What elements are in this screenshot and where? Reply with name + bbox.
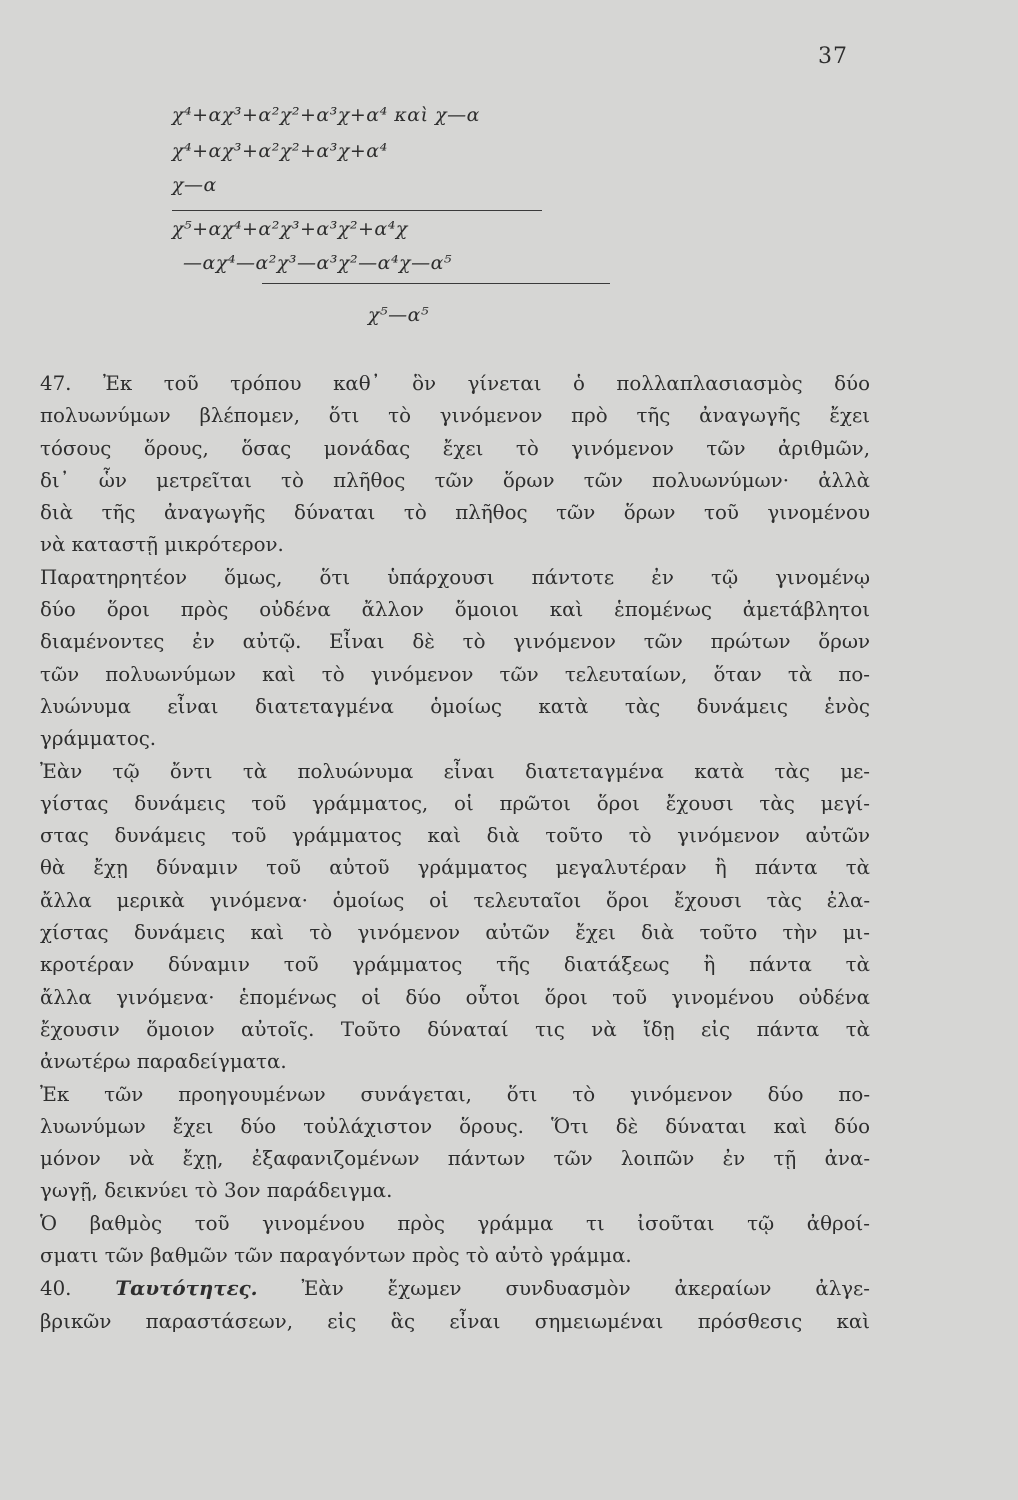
math-result: χ⁵—α⁵ <box>368 304 430 326</box>
text-line: γράμματος. <box>40 727 157 751</box>
text-line: Ὁ βαθμὸς τοῦ γινομένου πρὸς γράμμα τι ἰσοῦται τῷ ἀθροί- <box>40 1211 870 1235</box>
paragraph-5 <box>0 1208 870 1273</box>
page-number: 37 <box>818 44 848 69</box>
paragraph-4 <box>0 1079 870 1208</box>
sum-rule <box>262 283 610 284</box>
math-line-3: χ—α <box>172 174 217 196</box>
paragraph-3 <box>0 756 870 1079</box>
text-line: ἀνωτέρω παραδείγματα. <box>40 1050 287 1074</box>
text-line: Ἐὰν τῷ ὄντι τὰ πολυώνυμα εἶναι διατεταγμένα κατὰ τὰς με- <box>40 759 870 783</box>
text-line: ἄλλα γινόμενα· ἑπομένως οἱ δύο οὗτοι ὅροι τοῦ γινομένου οὐδένα <box>40 985 870 1009</box>
text-line: στας δυνάμεις τοῦ γράμματος καὶ διὰ τοῦτο τὸ γινόμενον αὐτῶν <box>40 824 870 848</box>
text-line: νὰ καταστῇ μικρότερον. <box>40 533 284 557</box>
section-heading: Ταυτότητες. <box>115 1276 258 1301</box>
text-line: ἄλλα μερικὰ γινόμενα· ὁμοίως οἱ τελευταῖοι ὅροι ἔχουσι τὰς ἐλα- <box>40 888 870 912</box>
text-line: σματι τῶν βαθμῶν τῶν παραγόντων πρὸς τὸ αὐτὸ γράμμα. <box>40 1244 632 1268</box>
text-line: δι᾽ ὧν μετρεῖται τὸ πλῆθος τῶν ὅρων τῶν πολυωνύμων· ἀλλὰ <box>40 468 870 492</box>
section-number: 40. <box>40 1277 72 1301</box>
text-line: βρικῶν παραστάσεων, εἰς ἃς εἶναι σημειωμέναι πρόσθεσις καὶ <box>40 1309 870 1333</box>
text-line: Παρατηρητέον ὅμως, ὅτι ὑπάρχουσι πάντοτε ἐν τῷ γινομένῳ <box>40 565 870 589</box>
body-text <box>0 368 870 1338</box>
text-line: διὰ τῆς ἀναγωγῆς δύναται τὸ πλῆθος τῶν ὅρων τοῦ γινομένου <box>40 501 870 525</box>
text-line: δύο ὅροι πρὸς οὐδένα ἄλλον ὅμοιοι καὶ ἑπομένως ἀμετάβλητοι <box>40 598 870 622</box>
text-line: ἔχουσιν ὅμοιον αὐτοῖς. Τοῦτο δύναταί τις νὰ ἴδῃ εἰς πάντα τὰ <box>40 1017 870 1041</box>
text-line: τόσους ὅρους, ὅσας μονάδας ἔχει τὸ γινόμενον τῶν ἀριθμῶν, <box>40 436 870 460</box>
text-line: γίστας δυνάμεις τοῦ γράμματος, οἱ πρῶτοι ὅροι ἔχουσι τὰς μεγί- <box>40 791 870 815</box>
text-line: κροτέραν δύναμιν τοῦ γράμματος τῆς διατάξεως ἢ πάντα τὰ <box>40 953 870 977</box>
paragraph-2 <box>0 562 870 756</box>
text-line: 47. Ἐκ τοῦ τρόπου καθ᾽ ὃν γίνεται ὁ πολλαπλασιασμὸς δύο <box>40 372 870 395</box>
text-line: λυώνυμα εἶναι διατεταγμένα ὁμοίως κατὰ τὰς δυνάμεις ἑνὸς <box>40 694 870 718</box>
math-line-5: —αχ⁴—α²χ³—α³χ²—α⁴χ—α⁵ <box>183 252 453 274</box>
text-line: διαμένοντες ἐν αὐτῷ. Εἶναι δὲ τὸ γινόμενον τῶν πρώτων ὅρων <box>40 630 870 654</box>
text-line: Ἐκ τῶν προηγουμένων συνάγεται, ὅτι τὸ γινόμενον δύο πο- <box>40 1082 870 1106</box>
multiplication-rule <box>172 210 542 211</box>
text-line: θὰ ἔχῃ δύναμιν τοῦ αὐτοῦ γράμματος μεγαλυτέραν ἢ πάντα τὰ <box>40 856 870 880</box>
text-line: πολυωνύμων βλέπομεν, ὅτι τὸ γινόμενον πρὸ τῆς ἀναγωγῆς ἔχει <box>40 404 870 428</box>
text-line <box>0 1272 870 1305</box>
text-line: μόνον νὰ ἔχῃ, ἐξαφανιζομένων πάντων τῶν λοιπῶν ἐν τῇ ἀνα- <box>40 1147 870 1171</box>
math-line-2: χ⁴+αχ³+α²χ²+α³χ+α⁴ <box>172 140 388 162</box>
math-line-1: χ⁴+αχ³+α²χ²+α³χ+α⁴ καὶ χ—α <box>172 104 480 126</box>
math-line-4: χ⁵+αχ⁴+α²χ³+α³χ²+α⁴χ <box>172 218 408 240</box>
text-line: γωγῇ, δεικνύει τὸ 3ον παράδειγμα. <box>40 1179 393 1203</box>
paragraph-40 <box>0 1272 870 1338</box>
text-line: χίστας δυνάμεις καὶ τὸ γινόμενον αὐτῶν ἔχει διὰ τοῦτο τὴν μι- <box>40 921 870 945</box>
paragraph-47 <box>0 368 870 562</box>
text-fragment: Ἐὰν ἔχωμεν συνδυασμὸν ἀκεραίων ἀλγε- <box>301 1277 870 1301</box>
text-line: τῶν πολυωνύμων καὶ τὸ γινόμενον τῶν τελευταίων, ὅταν τὰ πο- <box>40 662 870 686</box>
text-line: λυωνύμων ἔχει δύο τοὐλάχιστον ὅρους. Ὅτι δὲ δύναται καὶ δύο <box>40 1114 870 1138</box>
